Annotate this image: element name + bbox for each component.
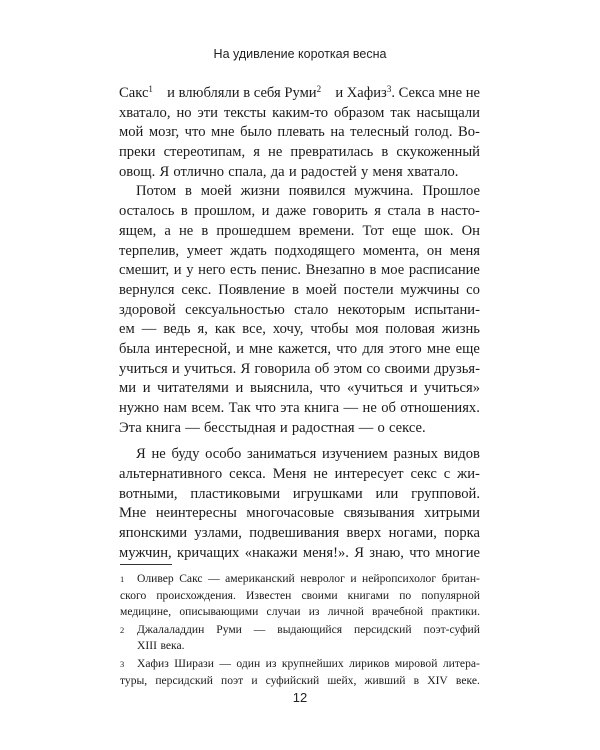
- body-text: [119, 84, 480, 564]
- footnote-ref-2[interactable]: 2: [316, 84, 322, 94]
- word: групповой.: [411, 485, 480, 502]
- word: со: [466, 281, 480, 298]
- word: мужчина.: [354, 183, 414, 200]
- word: я: [374, 203, 381, 220]
- word: нейропсихолог: [362, 572, 437, 585]
- word: XIV: [427, 673, 448, 687]
- word: овощ.: [119, 163, 156, 180]
- word: ского: [120, 588, 147, 602]
- word: момента,: [362, 242, 420, 259]
- word: сексе.: [389, 419, 426, 436]
- text-line: [119, 419, 480, 439]
- word: —: [219, 656, 231, 670]
- word: испытани-: [414, 301, 480, 318]
- word: мой: [119, 124, 144, 141]
- footnotes: [120, 571, 480, 689]
- word: меня!».: [302, 544, 349, 561]
- footnote-3-line: [120, 673, 480, 690]
- word: отлично: [173, 163, 225, 180]
- word: жи-: [457, 466, 480, 483]
- word: прошлом,: [194, 203, 256, 220]
- word: что: [184, 124, 206, 141]
- word: британ-: [441, 572, 480, 585]
- word: меня: [372, 163, 403, 180]
- word: читателями: [157, 380, 229, 397]
- word: знаю,: [369, 544, 404, 561]
- text-line: [119, 524, 480, 544]
- word: что: [255, 400, 276, 416]
- word: и: [235, 380, 244, 397]
- word: из: [308, 605, 320, 619]
- word: так: [390, 104, 411, 121]
- word: Ширази: [174, 656, 214, 670]
- word: персидский: [354, 622, 412, 636]
- word: —: [253, 622, 266, 636]
- text-line: Сакс$^1$ и влюбляли в себя Руми$^2$ и Хафиз$^3$. Секса мне не: [119, 84, 480, 101]
- word: в: [381, 144, 389, 161]
- word: личной: [327, 605, 364, 619]
- word: практики.: [431, 605, 480, 619]
- word: нам: [163, 400, 188, 416]
- word: —: [208, 572, 220, 585]
- word: еще: [455, 340, 480, 357]
- word: не: [313, 466, 328, 483]
- word: радостная: [291, 419, 355, 436]
- word: моей: [200, 183, 232, 200]
- word: отношениях.: [400, 400, 480, 416]
- word: мировой: [394, 656, 438, 670]
- word: а: [164, 222, 171, 239]
- text-line: [119, 465, 480, 485]
- page-number: 12: [292, 690, 308, 705]
- word: в: [184, 183, 192, 200]
- footnote-divider: [120, 564, 172, 565]
- word: связывания: [343, 505, 415, 522]
- word: Тот: [362, 222, 384, 239]
- text-line: [119, 104, 480, 124]
- word: узлами,: [194, 525, 242, 542]
- text-line: [119, 242, 480, 262]
- word: Известен: [246, 588, 292, 602]
- word: что: [409, 544, 431, 561]
- word: он: [426, 242, 443, 259]
- word: —: [141, 321, 157, 338]
- word: мозг,: [148, 124, 180, 141]
- word: об: [381, 400, 396, 416]
- word: этом: [333, 360, 363, 377]
- text-line: [119, 445, 480, 465]
- word: американский: [225, 572, 295, 585]
- word: и: [350, 572, 357, 585]
- text-line: [119, 301, 480, 321]
- word: радостей: [300, 163, 357, 180]
- word: чтобы: [310, 321, 349, 338]
- word: бесстыдная: [204, 419, 276, 436]
- word: не: [362, 400, 377, 416]
- word: тексты: [223, 104, 267, 121]
- word: невролог: [300, 572, 345, 585]
- word: выдающийся: [277, 622, 343, 636]
- word: веке.: [455, 673, 480, 687]
- word: о: [377, 419, 385, 436]
- word: медицине,: [120, 605, 172, 619]
- word: жизнь: [441, 321, 480, 338]
- word: ем: [119, 321, 135, 338]
- word: или: [375, 485, 399, 502]
- word: есть: [230, 262, 257, 279]
- footnote-1-line: [120, 571, 480, 588]
- word: еще: [391, 222, 417, 239]
- word: вверх: [346, 525, 382, 542]
- word: мне: [211, 124, 235, 141]
- word: и: [288, 163, 297, 180]
- text-line: [119, 123, 480, 143]
- word: Появление: [218, 281, 286, 298]
- word: туры,: [120, 673, 148, 687]
- word: смешит,: [119, 262, 170, 279]
- word: в: [369, 262, 377, 279]
- word: все,: [242, 321, 266, 338]
- word: ждать: [230, 242, 267, 259]
- word: кричащих: [177, 544, 240, 561]
- word: у: [186, 262, 194, 279]
- text-line: [119, 399, 480, 419]
- word: учиться: [119, 360, 168, 377]
- word: Руми: [216, 622, 242, 636]
- word: об: [314, 360, 330, 377]
- word: японскими: [119, 525, 188, 542]
- text-line: [119, 340, 480, 360]
- text-line: [119, 163, 480, 183]
- word: Эта: [119, 419, 142, 436]
- word: «накажи: [244, 544, 298, 561]
- word: половая: [385, 321, 435, 338]
- word: вернулся: [119, 281, 175, 298]
- word: преки: [119, 144, 156, 161]
- word: насто-: [440, 203, 480, 220]
- word: лириков: [349, 656, 390, 670]
- footnote-2-line: [120, 638, 480, 655]
- word: Оливер: [137, 572, 174, 585]
- word: разных: [393, 446, 438, 463]
- word: я,: [197, 321, 208, 338]
- word: со: [366, 360, 381, 377]
- word: мне: [426, 340, 451, 357]
- word: стало: [294, 301, 329, 318]
- footnote-ref-1[interactable]: 1: [148, 84, 153, 94]
- word: Джалаладдин: [137, 622, 205, 636]
- word: случаи: [266, 605, 301, 619]
- word: книга: [145, 419, 182, 436]
- word: врачебной: [372, 605, 424, 619]
- word: игрушками: [292, 485, 363, 502]
- word: Хафиз: [137, 656, 169, 670]
- word: в: [180, 203, 188, 220]
- word: голод.: [414, 124, 453, 141]
- word: и: [236, 340, 244, 357]
- word: буду: [171, 446, 200, 463]
- word: всем.: [191, 400, 225, 416]
- word: прошедшем: [216, 222, 291, 239]
- footnote-mark: 1: [120, 574, 125, 584]
- word: порка: [444, 525, 480, 542]
- word: один: [236, 656, 261, 670]
- word: в: [201, 222, 209, 239]
- word: не: [268, 144, 283, 161]
- word: неинтересны: [155, 505, 237, 522]
- word: многие: [435, 544, 480, 561]
- word: мужчины: [400, 281, 460, 298]
- word: Прошлое: [422, 183, 480, 200]
- word: шейх,: [327, 673, 357, 687]
- word: пластиковыми: [190, 485, 281, 502]
- word: эти: [197, 104, 218, 121]
- word: терпелив,: [119, 242, 180, 259]
- word: Сакс: [179, 572, 203, 585]
- word: и: [261, 203, 270, 220]
- word: нужно: [119, 400, 160, 416]
- word: Так: [228, 400, 251, 416]
- footnote-mark: 2: [120, 624, 125, 635]
- word: Мне: [119, 505, 147, 522]
- word: даже: [275, 203, 307, 220]
- word: суфийский: [265, 673, 320, 687]
- word: сексуальностью: [185, 301, 285, 318]
- word: альтернативного: [119, 466, 223, 483]
- word: постели: [343, 281, 394, 298]
- word: образом: [333, 104, 385, 121]
- word: в: [413, 673, 420, 687]
- text-line: [119, 261, 480, 281]
- word: ящем,: [119, 222, 157, 239]
- word: говорить: [312, 203, 368, 220]
- word: интересует: [334, 466, 404, 483]
- word: для: [362, 340, 384, 357]
- word: секс: [410, 466, 437, 483]
- word: и: [142, 380, 151, 397]
- word: учиться»: [424, 380, 480, 397]
- word: изучением: [322, 446, 388, 463]
- text-line: [119, 143, 480, 163]
- text-line: [119, 222, 480, 242]
- word: было: [240, 124, 272, 141]
- footnote-1-line: [120, 588, 480, 605]
- word: но: [176, 104, 192, 121]
- word: и: [173, 262, 182, 279]
- word: в: [427, 203, 435, 220]
- word: вотными,: [119, 485, 178, 502]
- text-line: [119, 281, 480, 301]
- word: была: [119, 340, 150, 357]
- word: хватало,: [119, 104, 171, 121]
- word: описывающими: [179, 605, 259, 619]
- word: говорила: [254, 360, 311, 377]
- word: и: [279, 419, 288, 436]
- word: моя: [355, 321, 379, 338]
- word: Я: [159, 163, 170, 180]
- word: поэт: [221, 673, 244, 687]
- word: меня: [449, 242, 480, 259]
- word: плевать: [277, 124, 325, 141]
- word: заниматься: [246, 446, 317, 463]
- word: да: [270, 163, 285, 180]
- word: Он: [461, 222, 480, 239]
- word: у: [361, 163, 369, 180]
- word: своими: [384, 360, 430, 377]
- word: насыщали: [416, 104, 480, 121]
- word: происхождения.: [156, 588, 236, 602]
- word: ведь: [163, 321, 191, 338]
- word: из: [265, 656, 277, 670]
- word: мне: [249, 340, 273, 357]
- word: ногами,: [388, 525, 437, 542]
- word: Внезапно: [305, 262, 365, 279]
- word: XIII: [137, 639, 157, 653]
- footnote-2-line: [120, 622, 480, 639]
- text-line: [119, 202, 480, 222]
- word: хитрыми: [424, 505, 480, 522]
- word: умеет: [186, 242, 223, 259]
- word: Я: [354, 544, 364, 561]
- footnote-1-line: [120, 604, 480, 621]
- running-head: На удивление короткая весна: [213, 47, 387, 61]
- word: я: [253, 144, 260, 161]
- text-line: [119, 485, 480, 505]
- word: Я: [136, 446, 146, 463]
- word: персидский: [155, 673, 213, 687]
- word: «учиться: [346, 380, 403, 397]
- word: в: [291, 281, 299, 298]
- word: эта: [280, 400, 300, 416]
- word: хочу,: [272, 321, 304, 338]
- word: живший: [364, 673, 406, 687]
- word: популярной: [421, 588, 480, 602]
- footnote-ref-3[interactable]: 3: [386, 84, 392, 94]
- word: не: [178, 222, 194, 239]
- text-line: [119, 360, 480, 380]
- word: превратилась: [290, 144, 374, 161]
- word: как: [214, 321, 236, 338]
- text-line: [119, 182, 480, 202]
- word: своими: [301, 588, 338, 602]
- word: телесный: [350, 124, 410, 141]
- word: по: [399, 588, 412, 602]
- word: и: [409, 380, 418, 397]
- word: подвешивания: [249, 525, 340, 542]
- word: времени.: [298, 222, 355, 239]
- word: мужчин,: [119, 544, 172, 561]
- word: и: [171, 360, 180, 377]
- word: секс.: [181, 281, 212, 298]
- word: крупнейших: [281, 656, 344, 670]
- word: Я: [240, 360, 251, 377]
- word: появился: [288, 183, 346, 200]
- word: здоровой: [119, 301, 176, 318]
- word: литера-: [442, 656, 480, 670]
- word: книга: [303, 400, 340, 416]
- text-line: [119, 320, 480, 340]
- word: на: [330, 124, 345, 141]
- word: этого: [389, 340, 422, 357]
- word: осталось: [119, 203, 175, 220]
- text-line: [119, 544, 480, 564]
- word: мое: [380, 262, 405, 279]
- word: расписание: [408, 262, 480, 279]
- word: подходящего: [274, 242, 356, 259]
- word: Меня: [272, 466, 307, 483]
- word: —: [358, 419, 374, 436]
- word: —: [185, 419, 200, 436]
- text-line: [119, 379, 480, 399]
- word: что: [319, 380, 341, 397]
- word: особо: [205, 446, 242, 463]
- word: века.: [160, 639, 185, 653]
- word: спала,: [228, 163, 267, 180]
- word: шок.: [424, 222, 454, 239]
- word: пенис.: [260, 262, 302, 279]
- word: что: [336, 340, 358, 357]
- word: каким-то: [272, 104, 328, 121]
- word: кажется,: [277, 340, 332, 357]
- footnote-3-line: [120, 656, 480, 673]
- word: и: [251, 673, 258, 687]
- word: книгами: [347, 588, 390, 602]
- word: жизни: [240, 183, 280, 200]
- word: стереотипам,: [163, 144, 246, 161]
- word: Во-: [458, 124, 480, 141]
- word: друзья-: [434, 360, 480, 377]
- word: не: [151, 446, 166, 463]
- footnote-mark: 3: [120, 658, 125, 669]
- word: стала: [387, 203, 421, 220]
- text-line: [119, 504, 480, 524]
- word: некоторым: [337, 301, 406, 318]
- word: секса.: [229, 466, 266, 483]
- word: скукоженный: [396, 144, 480, 161]
- word: с: [443, 466, 451, 483]
- word: интересной,: [155, 340, 231, 357]
- word: поэт-суфий: [423, 622, 480, 636]
- word: —: [343, 400, 359, 416]
- word: хватало.: [406, 163, 459, 180]
- word: видов: [443, 446, 480, 463]
- word: Потом: [136, 183, 177, 200]
- word: него: [198, 262, 226, 279]
- word: учиться.: [183, 360, 237, 377]
- word: моей: [305, 281, 337, 298]
- word: ми: [119, 380, 137, 397]
- word: многочасовые: [246, 505, 335, 522]
- word: выяснила,: [249, 380, 313, 397]
